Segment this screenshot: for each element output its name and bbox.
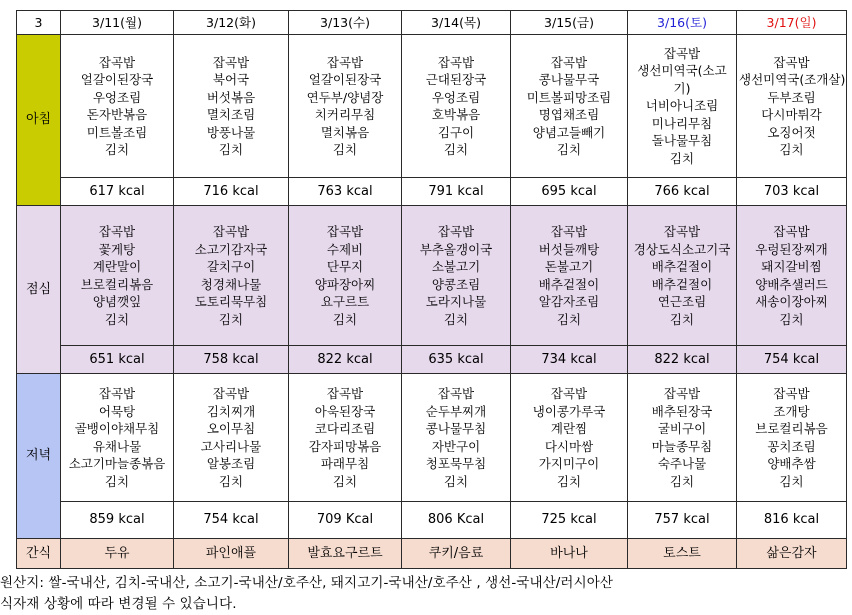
- kcal-cell: 709 Kcal: [289, 502, 402, 539]
- dish-item: 아욱된장국: [314, 403, 376, 419]
- snack-cell: 삶은감자: [737, 539, 847, 569]
- kcal-cell: 763 kcal: [289, 178, 402, 206]
- dish-item: 연근조림: [657, 294, 707, 309]
- dish-item: 유채나물: [92, 438, 142, 454]
- dinner-label: 저녁: [17, 374, 61, 539]
- kcal-cell: 791 kcal: [402, 178, 511, 206]
- dish-item: 김구이: [437, 124, 475, 140]
- dish-item: 미나리무침: [651, 115, 713, 131]
- menu-body: [17, 35, 847, 569]
- breakfast-label: 아침: [17, 35, 61, 206]
- dish-item: 부추올갱이국: [419, 241, 493, 257]
- dish-item: 잡곡밥: [663, 45, 701, 61]
- dinner-dishes-row: [17, 374, 847, 502]
- dish-item: 요구르트: [320, 294, 370, 309]
- dish-item: 김치: [669, 311, 695, 327]
- dish-item: 굴비구이: [657, 421, 707, 436]
- kcal-cell: 766 kcal: [628, 178, 737, 206]
- dish-item: 도토리묵무침: [194, 294, 268, 309]
- dish-item: 다시마튀각: [761, 107, 822, 122]
- kcal-cell: 725 kcal: [511, 502, 628, 539]
- dish-item: 멸치조림: [206, 107, 256, 122]
- dish-item: 김치: [443, 473, 469, 489]
- breakfast-kcal-row: [17, 178, 847, 206]
- snack-label: 간식: [17, 539, 61, 569]
- dish-item: 방풍나물: [206, 124, 256, 140]
- dish-item: 김치: [669, 473, 695, 489]
- kcal-cell: 695 kcal: [511, 178, 628, 206]
- breakfast-menu-cell: [511, 35, 628, 178]
- snack-cell: 바나나: [511, 539, 628, 569]
- dinner-menu-cell: [61, 374, 174, 502]
- weekly-menu-table: [16, 10, 847, 569]
- kcal-cell: 822 kcal: [289, 346, 402, 374]
- dish-item: 잡곡밥: [773, 224, 810, 239]
- kcal-cell: 754 kcal: [174, 502, 289, 539]
- dish-item: 경상도식소고기국: [633, 241, 731, 257]
- dish-item: 돈불고기: [544, 259, 594, 274]
- dish-item: 배추겉절이: [651, 276, 713, 292]
- snack-row: [17, 539, 847, 569]
- dish-item: 김치: [332, 142, 358, 157]
- kcal-cell: 859 kcal: [61, 502, 174, 539]
- kcal-cell: 806 Kcal: [402, 502, 511, 539]
- dish-item: 감자피망볶음: [308, 438, 382, 454]
- breakfast-menu-cell: [402, 35, 511, 178]
- dish-item: 새송이장아찌: [755, 294, 828, 309]
- day-label: 3/11(월): [92, 14, 142, 30]
- dish-item: 명엽채조림: [538, 107, 600, 122]
- dish-item: 잡곡밥: [437, 54, 475, 70]
- dish-item: 양념고들빼기: [532, 124, 606, 140]
- dish-item: 자반구이: [431, 438, 481, 454]
- change-note: 식자재 상황에 따라 변경될 수 있습니다.: [0, 596, 237, 612]
- dish-item: 김치: [443, 142, 469, 157]
- breakfast-menu-cell: [628, 35, 737, 178]
- dish-item: 북어국: [212, 72, 250, 87]
- notes: [0, 573, 613, 615]
- dish-item: 고사리나물: [200, 438, 262, 454]
- dish-item: 김치: [779, 311, 804, 327]
- kcal-cell: 716 kcal: [174, 178, 289, 206]
- dish-item: 연두부/양념장: [306, 89, 384, 105]
- dish-item: 김치: [218, 473, 244, 489]
- dinner-menu-cell: [511, 374, 628, 502]
- dish-item: 김치: [779, 473, 804, 489]
- dish-item: 돼지갈비찜: [761, 259, 822, 274]
- day-header: [402, 11, 511, 35]
- day-label: 3/15(금): [544, 14, 594, 30]
- dish-item: 버섯들깨탕: [538, 241, 600, 257]
- dish-item: 돌나물무침: [651, 133, 713, 149]
- dish-item: 콩나물무국: [538, 72, 600, 87]
- dish-item: 잡곡밥: [212, 224, 250, 239]
- dish-item: 냉이콩가루국: [532, 403, 606, 419]
- day-label-saturday: 3/16(토): [657, 14, 707, 30]
- day-label: 3/13(수): [320, 14, 370, 30]
- dish-item: 너비아니조림: [645, 98, 719, 114]
- dish-item: 김치: [104, 311, 130, 327]
- dish-item: 양배추쌈: [767, 456, 816, 471]
- dish-item: 잡곡밥: [437, 224, 475, 239]
- day-label: 3/14(목): [431, 14, 481, 30]
- dish-item: 잡곡밥: [550, 386, 588, 401]
- dish-item: 마늘종무침: [651, 438, 713, 454]
- dish-item: 배추겉절이: [538, 276, 600, 292]
- day-header: [737, 11, 847, 35]
- dish-item: 김치: [779, 142, 804, 157]
- snack-cell: 두유: [61, 539, 174, 569]
- dinner-menu-cell: [402, 374, 511, 502]
- dish-item: 치커리무침: [314, 107, 376, 122]
- dish-item: 잡곡밥: [773, 386, 810, 401]
- dinner-menu-cell: [174, 374, 289, 502]
- snack-cell: 파인애플: [174, 539, 289, 569]
- dish-item: 콩나물무침: [425, 421, 487, 436]
- breakfast-menu-cell: [289, 35, 402, 178]
- kcal-cell: 703 kcal: [737, 178, 847, 206]
- dish-item: 잡곡밥: [326, 224, 364, 239]
- dish-item: 김치: [556, 142, 582, 157]
- dish-item: 배추된장국: [651, 403, 713, 419]
- dinner-menu-cell: [628, 374, 737, 502]
- breakfast-menu-cell: [61, 35, 174, 178]
- dish-item: 잡곡밥: [326, 54, 364, 70]
- dinner-menu-cell: [737, 374, 847, 502]
- dish-item: 잡곡밥: [212, 386, 250, 401]
- dish-item: 오이무침: [206, 421, 256, 436]
- dish-item: 잡곡밥: [98, 386, 136, 401]
- kcal-cell: 617 kcal: [61, 178, 174, 206]
- dish-item: 잡곡밥: [212, 54, 250, 70]
- dish-item: 잡곡밥: [550, 54, 588, 70]
- day-header: [61, 11, 174, 35]
- dish-item: 김치찌개: [206, 403, 256, 419]
- kcal-cell: 758 kcal: [174, 346, 289, 374]
- dish-item: 김치: [443, 311, 469, 327]
- kcal-cell: 635 kcal: [402, 346, 511, 374]
- day-header: [289, 11, 402, 35]
- kcal-cell: 822 kcal: [628, 346, 737, 374]
- dish-item: 양배추샐러드: [755, 276, 828, 292]
- dish-item: 양콩조림: [431, 276, 481, 292]
- snack-cell: 토스트: [628, 539, 737, 569]
- kcal-cell: 651 kcal: [61, 346, 174, 374]
- dish-item: 브로컬리볶음: [80, 276, 154, 292]
- dish-item: 어묵탕: [98, 403, 136, 419]
- dish-item: 우엉조림: [92, 89, 142, 105]
- dish-item: 갈치구이: [206, 259, 256, 274]
- dish-item: 잡곡밥: [550, 224, 588, 239]
- dish-item: 우렁된장찌개: [755, 241, 828, 257]
- dinner-kcal-row: [17, 502, 847, 539]
- day-header: [174, 11, 289, 35]
- dish-item: 숙주나물: [657, 456, 707, 471]
- dish-item: 미트볼조림: [86, 124, 148, 140]
- kcal-cell: 754 kcal: [737, 346, 847, 374]
- header-row: [17, 11, 847, 35]
- day-header: [628, 11, 737, 35]
- dish-item: 김치: [556, 473, 582, 489]
- lunch-menu-cell: [61, 206, 174, 346]
- dish-item: 호박볶음: [431, 107, 481, 122]
- dinner-menu-cell: [289, 374, 402, 502]
- kcal-cell: 757 kcal: [628, 502, 737, 539]
- dish-item: 골뱅이야채무침: [74, 421, 160, 436]
- dish-item: 파래무침: [320, 456, 370, 471]
- dish-item: 알감자조림: [538, 294, 600, 309]
- lunch-menu-cell: [174, 206, 289, 346]
- dish-item: 잡곡밥: [773, 54, 810, 70]
- dish-item: 김치: [218, 142, 244, 157]
- dish-item: 양파장아찌: [314, 276, 376, 292]
- dish-item: 청경채나물: [200, 276, 262, 292]
- dish-item: 김치: [332, 311, 358, 327]
- dish-item: 미트볼피망조림: [526, 89, 612, 105]
- day-label-sunday: 3/17(일): [766, 14, 817, 30]
- dish-item: 기): [673, 80, 691, 96]
- breakfast-menu-cell: [174, 35, 289, 178]
- lunch-menu-cell: [628, 206, 737, 346]
- lunch-label: 점심: [17, 206, 61, 374]
- dish-item: 돈자반볶음: [86, 107, 148, 122]
- dish-item: 양념깻잎: [92, 294, 142, 309]
- kcal-cell: 734 kcal: [511, 346, 628, 374]
- lunch-menu-cell: [402, 206, 511, 346]
- snack-cell: 쿠키/음료: [402, 539, 511, 569]
- dish-item: 알봉조림: [206, 456, 256, 471]
- dish-item: 얼갈이된장국: [308, 72, 382, 87]
- dish-item: 소고기마늘종볶음: [68, 456, 166, 471]
- dish-item: 잡곡밥: [326, 386, 364, 401]
- day-header: [511, 11, 628, 35]
- dish-item: 다시마쌈: [544, 438, 594, 454]
- dish-item: 우엉조림: [431, 89, 481, 105]
- dish-item: 버섯볶음: [206, 89, 256, 105]
- dish-item: 생선미역국(조개살): [739, 72, 846, 87]
- lunch-menu-cell: [737, 206, 847, 346]
- lunch-menu-cell: [511, 206, 628, 346]
- dish-item: 잡곡밥: [98, 224, 136, 239]
- dish-item: 소불고기: [431, 259, 481, 274]
- dish-item: 코다리조림: [314, 421, 376, 436]
- dish-item: 김치: [218, 311, 244, 327]
- dish-item: 김치: [332, 473, 358, 489]
- dish-item: 멸치볶음: [320, 124, 370, 140]
- dish-item: 잡곡밥: [663, 386, 701, 401]
- corner-cell: 3: [17, 11, 61, 35]
- day-label: 3/12(화): [206, 14, 256, 30]
- dish-item: 조개탕: [773, 403, 810, 419]
- breakfast-dishes-row: [17, 35, 847, 178]
- dish-item: 단무지: [326, 259, 364, 274]
- lunch-dishes-row: [17, 206, 847, 346]
- dish-item: 김치: [104, 473, 130, 489]
- dish-item: 잡곡밥: [437, 386, 475, 401]
- dish-item: 얼갈이된장국: [80, 72, 154, 87]
- dish-item: 브로컬리볶음: [755, 421, 828, 436]
- dish-item: 잡곡밥: [663, 224, 701, 239]
- dish-item: 소고기감자국: [194, 241, 268, 257]
- dish-item: 수제비: [326, 241, 364, 257]
- dish-item: 김치: [556, 311, 582, 327]
- dish-item: 꽁치조림: [767, 438, 816, 454]
- dish-item: 두부조림: [767, 89, 816, 105]
- dish-item: 꽃게탕: [98, 241, 136, 257]
- dish-item: 배추겉절이: [651, 259, 713, 274]
- dish-item: 근대된장국: [425, 72, 487, 87]
- dish-item: 계란말이: [92, 259, 142, 274]
- snack-cell: 발효요구르트: [289, 539, 402, 569]
- dish-item: 김치: [104, 142, 130, 157]
- dish-item: 도라지나물: [425, 294, 487, 309]
- dish-item: 잡곡밥: [98, 54, 136, 70]
- dish-item: 가지미구이: [538, 456, 600, 471]
- kcal-cell: 816 kcal: [737, 502, 847, 539]
- origin-note: 원산지: 쌀-국내산, 김치-국내산, 소고기-국내산/호주산, 돼지고기-국내산/호주산 , 생선-국내산/러시아산: [0, 575, 614, 591]
- dish-item: 청포묵무침: [425, 456, 487, 471]
- dish-item: 계란찜: [550, 421, 588, 436]
- dish-item: 생선미역국(소고: [637, 63, 727, 79]
- breakfast-menu-cell: [737, 35, 847, 178]
- lunch-kcal-row: [17, 346, 847, 374]
- dish-item: 오징어젓: [767, 124, 816, 140]
- dish-item: 김치: [669, 150, 695, 166]
- lunch-menu-cell: [289, 206, 402, 346]
- dish-item: 순두부찌개: [425, 403, 487, 419]
